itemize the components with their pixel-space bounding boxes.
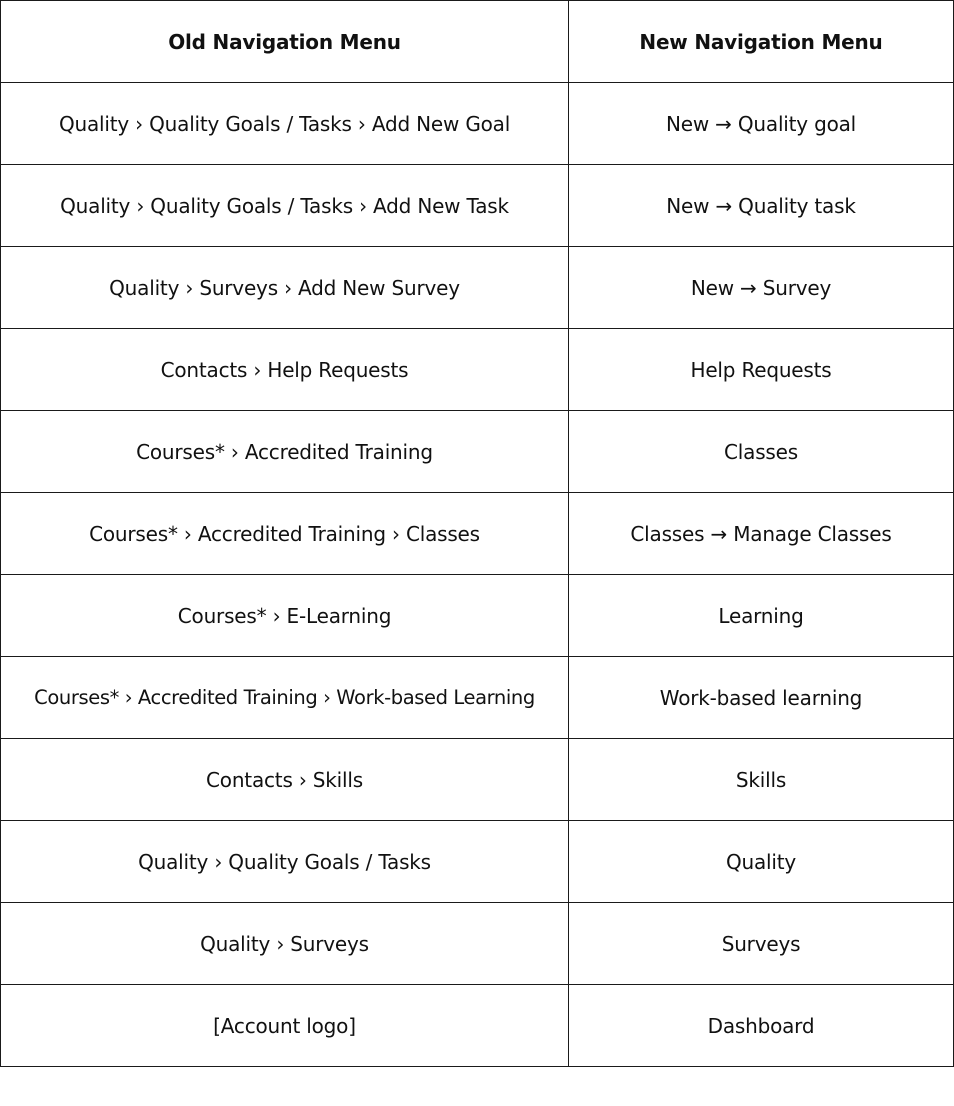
- new-menu-path: Classes → Manage Classes: [569, 493, 954, 575]
- table-body: [1, 83, 954, 1067]
- header-old-navigation-menu: Old Navigation Menu: [1, 1, 569, 83]
- new-menu-path: New → Survey: [569, 247, 954, 329]
- table-row: [1, 985, 954, 1067]
- old-menu-path: Courses* › Accredited Training: [1, 411, 569, 493]
- new-menu-path: Dashboard: [569, 985, 954, 1067]
- table-row: [1, 657, 954, 739]
- old-menu-path: Courses* › E-Learning: [1, 575, 569, 657]
- table-row: [1, 575, 954, 657]
- new-menu-path: Skills: [569, 739, 954, 821]
- old-menu-path: Courses* › Accredited Training › Work-based Learning: [1, 657, 569, 739]
- header-new-navigation-menu: New Navigation Menu: [569, 1, 954, 83]
- old-menu-path: Quality › Quality Goals / Tasks › Add New Goal: [1, 83, 569, 165]
- new-menu-path: Help Requests: [569, 329, 954, 411]
- table-row: [1, 329, 954, 411]
- table-row: [1, 903, 954, 985]
- table-row: [1, 739, 954, 821]
- header-row: [1, 1, 954, 83]
- table-row: [1, 83, 954, 165]
- table-row: [1, 493, 954, 575]
- old-menu-path: Quality › Surveys: [1, 903, 569, 985]
- new-menu-path: Learning: [569, 575, 954, 657]
- old-menu-path: Quality › Quality Goals / Tasks › Add New Task: [1, 165, 569, 247]
- new-menu-path: Work-based learning: [569, 657, 954, 739]
- old-menu-path: Contacts › Skills: [1, 739, 569, 821]
- new-menu-path: Quality: [569, 821, 954, 903]
- new-menu-path: Surveys: [569, 903, 954, 985]
- old-menu-path: Quality › Quality Goals / Tasks: [1, 821, 569, 903]
- table-row: [1, 165, 954, 247]
- old-menu-path: Courses* › Accredited Training › Classes: [1, 493, 569, 575]
- table-header: [1, 1, 954, 83]
- new-menu-path: New → Quality goal: [569, 83, 954, 165]
- table-row: [1, 247, 954, 329]
- new-menu-path: Classes: [569, 411, 954, 493]
- old-menu-path: Quality › Surveys › Add New Survey: [1, 247, 569, 329]
- new-menu-path: New → Quality task: [569, 165, 954, 247]
- old-menu-path: [Account logo]: [1, 985, 569, 1067]
- table-row: [1, 411, 954, 493]
- table-row: [1, 821, 954, 903]
- old-menu-path: Contacts › Help Requests: [1, 329, 569, 411]
